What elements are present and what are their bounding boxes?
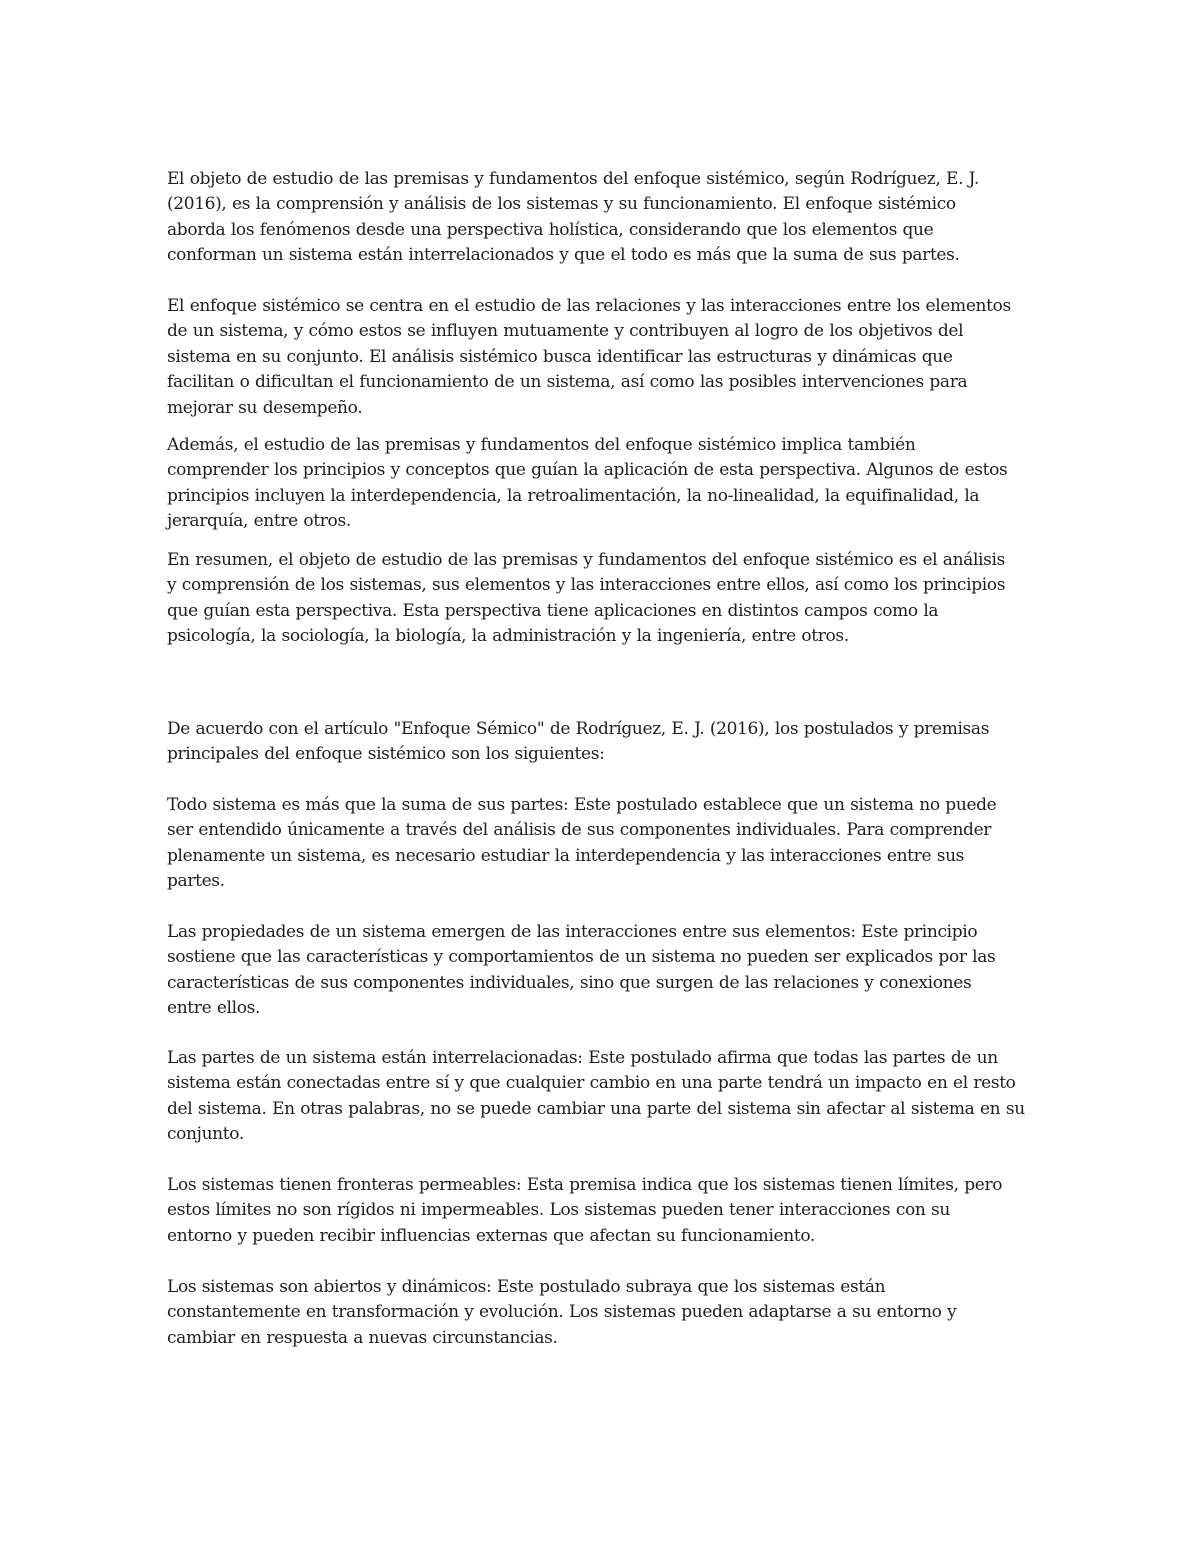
text-line: partes. xyxy=(167,871,225,892)
text-line: Además, el estudio de las premisas y fundamentos del enfoque sistémico implica también xyxy=(167,435,916,455)
text-line: En resumen, el objeto de estudio de las premisas y fundamentos del enfoque sistémico es el análisis xyxy=(167,550,1005,570)
paragraph-postulate-boundaries xyxy=(167,1173,1047,1249)
paragraph-postulate-interrelated xyxy=(167,1046,1047,1148)
text-line: del sistema. En otras palabras, no se puede cambiar una parte del sistema sin afectar al sistema en su xyxy=(167,1098,1025,1119)
text-line: plenamente un sistema, es necesario estudiar la interdependencia y las interacciones entre sus xyxy=(167,845,965,866)
text-line: facilitan o dificultan el funcionamiento de un sistema, así como las posibles intervenciones para xyxy=(167,372,968,393)
paragraph-principles xyxy=(167,433,1047,535)
text-line: (2016), es la comprensión y análisis de los sistemas y su funcionamiento. El enfoque sistémico xyxy=(167,194,956,215)
paragraph-postulate-whole xyxy=(167,793,1047,895)
text-line: De acuerdo con el artículo "Enfoque Sémico" de Rodríguez, E. J. (2016), los postulados y premisas xyxy=(167,719,990,739)
text-line: que guían esta perspectiva. Esta perspectiva tiene aplicaciones en distintos campos como la xyxy=(167,600,939,621)
text-line: comprender los principios y conceptos que guían la aplicación de esta perspectiva. Algunos de estos xyxy=(167,460,1008,481)
text-line: Las propiedades de un sistema emergen de las interacciones entre sus elementos: Este principio xyxy=(167,922,978,942)
paragraph-postulate-open-dynamic xyxy=(167,1275,1047,1351)
paragraph-intro-object xyxy=(167,167,1047,269)
text-line: Los sistemas tienen fronteras permeables: Esta premisa indica que los sistemas tienen límites, pero xyxy=(167,1175,1003,1195)
text-line: aborda los fenómenos desde una perspectiva holística, considerando que los elementos que xyxy=(167,219,934,240)
text-line: Los sistemas son abiertos y dinámicos: Este postulado subraya que los sistemas están xyxy=(167,1277,886,1297)
paragraph-summary xyxy=(167,548,1047,650)
text-line: estos límites no son rígidos ni impermeables. Los sistemas pueden tener interacciones con su xyxy=(167,1200,951,1221)
text-line: características de sus componentes individuales, sino que surgen de las relaciones y conexiones xyxy=(167,972,972,993)
text-line: Las partes de un sistema están interrelacionadas: Este postulado afirma que todas las partes de un xyxy=(167,1048,998,1068)
text-line: sistema están conectadas entre sí y que cualquier cambio en una parte tendrá un impacto en el resto xyxy=(167,1073,1016,1094)
text-line: principales del enfoque sistémico son los siguientes: xyxy=(167,744,605,765)
text-line: entorno y pueden recibir influencias externas que afectan su funcionamiento. xyxy=(167,1225,815,1246)
text-line: jerarquía, entre otros. xyxy=(167,511,351,532)
text-line: El enfoque sistémico se centra en el estudio de las relaciones y las interacciones entre los elementos xyxy=(167,296,1011,316)
paragraph-postulate-emergence xyxy=(167,920,1047,1022)
paragraph-postulates-intro xyxy=(167,717,1047,768)
text-line: Todo sistema es más que la suma de sus partes: Este postulado establece que un sistema no puede xyxy=(167,795,997,815)
text-line: cambiar en respuesta a nuevas circunstancias. xyxy=(167,1327,558,1348)
text-line: conjunto. xyxy=(167,1124,244,1145)
text-line: ser entendido únicamente a través del análisis de sus componentes individuales. Para comprender xyxy=(167,820,992,841)
text-line: sistema en su conjunto. El análisis sistémico busca identificar las estructuras y dinámicas que xyxy=(167,346,953,367)
text-line: conforman un sistema están interrelacionados y que el todo es más que la suma de sus partes. xyxy=(167,245,960,266)
text-line: mejorar su desempeño. xyxy=(167,397,363,418)
text-line: entre ellos. xyxy=(167,998,261,1019)
text-line: psicología, la sociología, la biología, la administración y la ingeniería, entre otros. xyxy=(167,626,849,647)
text-line: principios incluyen la interdependencia, la retroalimentación, la no-linealidad, la equifinalidad, la xyxy=(167,485,980,506)
paragraph-relations-focus xyxy=(167,294,1047,421)
text-line: El objeto de estudio de las premisas y fundamentos del enfoque sistémico, según Rodríguez, E. J. xyxy=(167,169,979,189)
text-line: de un sistema, y cómo estos se influyen mutuamente y contribuyen al logro de los objetivos del xyxy=(167,321,964,342)
text-line: y comprensión de los sistemas, sus elementos y las interacciones entre ellos, así como los principios xyxy=(167,575,1006,596)
text-line: sostiene que las características y comportamientos de un sistema no pueden ser explicados por las xyxy=(167,947,996,968)
text-line: constantemente en transformación y evolución. Los sistemas pueden adaptarse a su entorno y xyxy=(167,1302,957,1323)
